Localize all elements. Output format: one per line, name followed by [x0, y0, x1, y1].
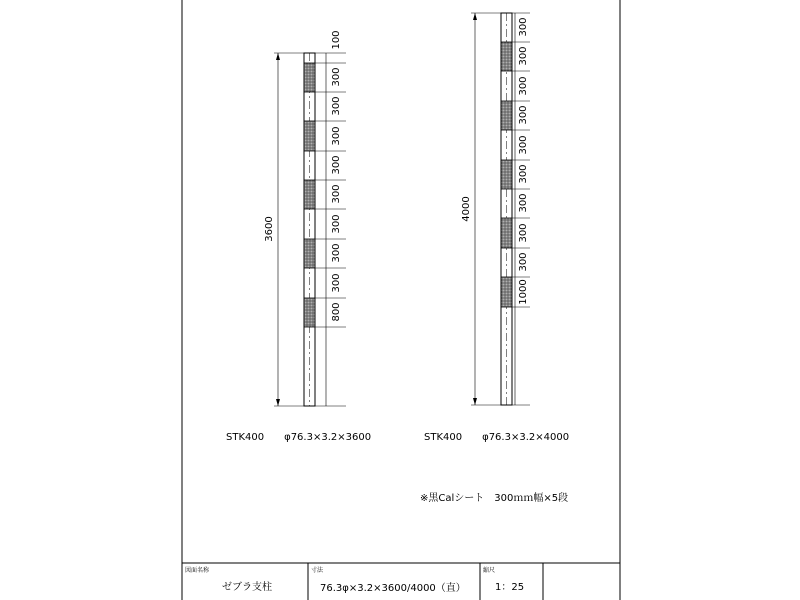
left-stripe-1	[304, 63, 315, 92]
right-pole-spec: STK400 φ76.3×3.2×4000	[424, 432, 570, 443]
left-stripe-2	[304, 121, 315, 151]
right-stripe-2	[501, 101, 512, 130]
right-seg-3: 300	[518, 105, 529, 125]
right-overall-dim: 4000	[461, 196, 472, 222]
left-seg-2: 300	[331, 96, 342, 116]
right-seg-0: 300	[518, 17, 529, 37]
left-seg-5: 300	[331, 184, 342, 204]
left-seg-6: 300	[331, 214, 342, 234]
left-pole	[264, 30, 346, 406]
left-stripe-5	[304, 298, 315, 327]
right-seg-9: 1000	[518, 279, 529, 305]
left-seg-8: 300	[331, 273, 342, 293]
right-seg-5: 300	[518, 164, 529, 184]
right-stripe-1	[501, 42, 512, 71]
title-block-dim-value: 76.3φ×3.2×3600/4000（直）	[320, 583, 466, 594]
right-overall-arrow-bottom	[473, 398, 477, 405]
right-seg-7: 300	[518, 223, 529, 243]
right-seg-6: 300	[518, 193, 529, 213]
title-block-scale-value: 1：25	[495, 582, 525, 593]
left-seg-3: 300	[331, 126, 342, 146]
title-block-scale-label: 縮尺	[483, 567, 496, 574]
title-block-name-value: ゼブラ支柱	[222, 582, 272, 593]
left-seg-9: 800	[331, 302, 342, 322]
right-pole	[461, 13, 530, 405]
left-stripe-4	[304, 239, 315, 268]
right-seg-8: 300	[518, 252, 529, 272]
left-seg-4: 300	[331, 155, 342, 175]
sheet-note: ※黒Calシート 300ｍｍ幅×5段	[420, 493, 569, 504]
left-stripe-3	[304, 180, 315, 209]
left-seg-0: 100	[331, 30, 342, 50]
left-overall-arrow-top	[276, 53, 280, 60]
right-seg-4: 300	[518, 135, 529, 155]
left-seg-7: 300	[331, 243, 342, 263]
left-seg-1: 300	[331, 67, 342, 87]
title-block-dim-label: 寸法	[311, 567, 324, 574]
right-stripe-3	[501, 160, 512, 189]
left-pole-spec: STK400 φ76.3×3.2×3600	[226, 432, 372, 443]
right-seg-2: 300	[518, 76, 529, 96]
left-overall-dim: 3600	[264, 216, 275, 242]
right-stripe-4	[501, 218, 512, 248]
right-stripe-5	[501, 277, 512, 307]
title-block-name-label: 図面名称	[185, 567, 210, 574]
right-seg-1: 300	[518, 46, 529, 66]
right-overall-arrow-top	[473, 13, 477, 20]
left-overall-arrow-bottom	[276, 399, 280, 406]
